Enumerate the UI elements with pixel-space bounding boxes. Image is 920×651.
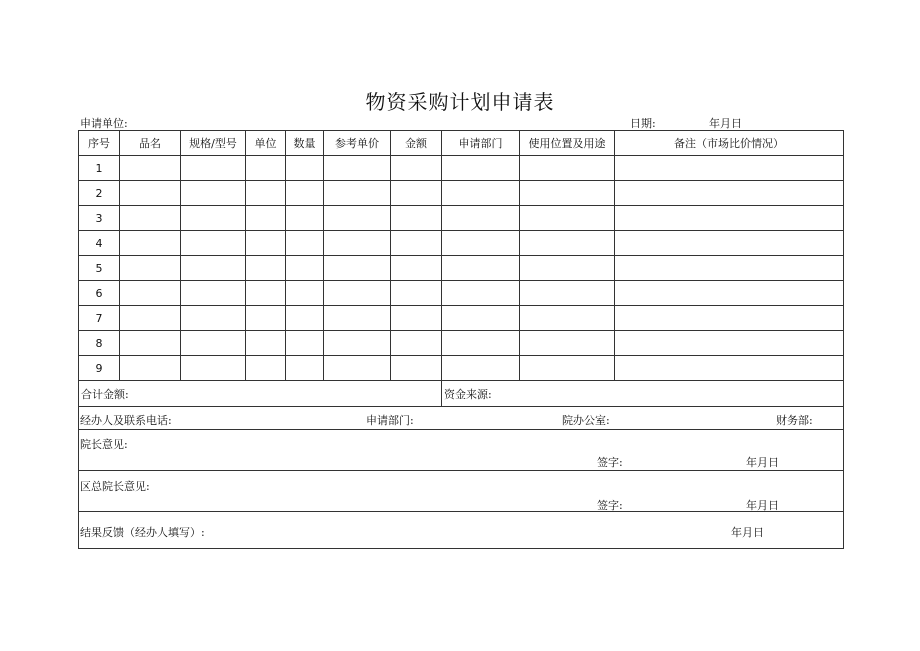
table-row [79, 156, 844, 181]
cell-spec[interactable] [181, 306, 246, 331]
cell-item-name[interactable] [120, 206, 181, 231]
district-dean-opinion-cell[interactable] [79, 471, 844, 512]
cell-dept[interactable] [442, 256, 520, 281]
col-header-item-name: 品名 [120, 131, 181, 156]
cell-dept[interactable] [442, 306, 520, 331]
cell-amount[interactable] [391, 306, 442, 331]
cell-spec[interactable] [181, 181, 246, 206]
col-header-spec: 规格/型号 [181, 131, 246, 156]
table-row [79, 256, 844, 281]
fund-source-label: 资金来源: [444, 387, 492, 401]
cell-ref-price[interactable] [324, 331, 391, 356]
cell-remarks[interactable] [615, 356, 844, 381]
table-row [79, 231, 844, 256]
cell-dept[interactable] [442, 156, 520, 181]
total-amount-label: 合计金额: [81, 387, 129, 401]
cell-remarks[interactable] [615, 331, 844, 356]
cell-item-name[interactable] [120, 306, 181, 331]
cell-item-name[interactable] [120, 156, 181, 181]
cell-item-name[interactable] [120, 231, 181, 256]
cell-usage[interactable] [520, 206, 615, 231]
col-header-quantity: 数量 [286, 131, 324, 156]
cell-item-name[interactable] [120, 356, 181, 381]
cell-amount[interactable] [391, 156, 442, 181]
cell-ref-price[interactable] [324, 306, 391, 331]
cell-remarks[interactable] [615, 206, 844, 231]
cell-spec[interactable] [181, 281, 246, 306]
row-number: 4 [79, 231, 120, 256]
cell-usage[interactable] [520, 156, 615, 181]
row-number: 5 [79, 256, 120, 281]
date-ymd: 年月日 [709, 117, 742, 130]
cell-usage[interactable] [520, 281, 615, 306]
cell-spec[interactable] [181, 156, 246, 181]
cell-remarks[interactable] [615, 156, 844, 181]
total-amount-cell[interactable] [79, 381, 442, 407]
cell-usage[interactable] [520, 231, 615, 256]
cell-usage[interactable] [520, 331, 615, 356]
approvers-row [79, 407, 844, 430]
cell-unit[interactable] [246, 156, 286, 181]
table-row [79, 206, 844, 231]
cell-quantity[interactable] [286, 231, 324, 256]
cell-spec[interactable] [181, 231, 246, 256]
row-number: 9 [79, 356, 120, 381]
cell-quantity[interactable] [286, 156, 324, 181]
row-number: 7 [79, 306, 120, 331]
applicant-unit-label: 申请单位: [80, 117, 128, 130]
cell-dept[interactable] [442, 181, 520, 206]
cell-usage[interactable] [520, 306, 615, 331]
col-header-remarks: 备注（市场比价情况） [615, 131, 844, 156]
cell-ref-price[interactable] [324, 256, 391, 281]
cell-spec[interactable] [181, 256, 246, 281]
dean-opinion-cell[interactable] [79, 430, 844, 471]
dean-sign-date: 年月日 [746, 456, 779, 469]
cell-amount[interactable] [391, 281, 442, 306]
form-title: 物资采购计划申请表 [365, 90, 555, 114]
cell-spec[interactable] [181, 206, 246, 231]
cell-item-name[interactable] [120, 331, 181, 356]
district-dean-opinion-label: 区总院长意见: [80, 480, 150, 493]
col-header-amount: 金额 [391, 131, 442, 156]
district-dean-sign-label: 签字: [597, 499, 623, 512]
row-number: 8 [79, 331, 120, 356]
cell-unit[interactable] [246, 231, 286, 256]
cell-unit[interactable] [246, 281, 286, 306]
approvers-cell[interactable] [79, 407, 844, 430]
cell-usage[interactable] [520, 356, 615, 381]
cell-ref-price[interactable] [324, 356, 391, 381]
cell-unit[interactable] [246, 206, 286, 231]
cell-spec[interactable] [181, 356, 246, 381]
cell-amount[interactable] [391, 206, 442, 231]
cell-quantity[interactable] [286, 356, 324, 381]
row-number: 6 [79, 281, 120, 306]
cell-dept[interactable] [442, 331, 520, 356]
cell-ref-price[interactable] [324, 281, 391, 306]
cell-dept[interactable] [442, 281, 520, 306]
cell-remarks[interactable] [615, 281, 844, 306]
feedback-date: 年月日 [731, 526, 764, 539]
cell-unit[interactable] [246, 356, 286, 381]
cell-quantity[interactable] [286, 206, 324, 231]
handler-label: 经办人及联系电话: [80, 414, 172, 427]
cell-spec[interactable] [181, 331, 246, 356]
feedback-row [79, 512, 844, 549]
district-dean-sign-date: 年月日 [746, 499, 779, 512]
row-number: 2 [79, 181, 120, 206]
table-row [79, 356, 844, 381]
cell-item-name[interactable] [120, 256, 181, 281]
cell-usage[interactable] [520, 181, 615, 206]
cell-amount[interactable] [391, 181, 442, 206]
cell-unit[interactable] [246, 306, 286, 331]
cell-amount[interactable] [391, 331, 442, 356]
col-header-usage: 使用位置及用途 [520, 131, 615, 156]
cell-item-name[interactable] [120, 281, 181, 306]
cell-remarks[interactable] [615, 181, 844, 206]
header-row [79, 131, 844, 156]
date-label: 日期: [630, 117, 656, 130]
fund-source-cell[interactable] [442, 381, 844, 407]
cell-quantity[interactable] [286, 256, 324, 281]
cell-unit[interactable] [246, 181, 286, 206]
cell-amount[interactable] [391, 256, 442, 281]
dean-opinion-label: 院长意见: [80, 438, 128, 451]
col-header-unit: 单位 [246, 131, 286, 156]
office-label: 院办公室: [562, 414, 610, 427]
feedback-label: 结果反馈（经办人填写）: [80, 526, 205, 539]
purchase-plan-table [78, 130, 844, 549]
cell-unit[interactable] [246, 256, 286, 281]
cell-unit[interactable] [246, 331, 286, 356]
cell-remarks[interactable] [615, 306, 844, 331]
cell-quantity[interactable] [286, 331, 324, 356]
cell-quantity[interactable] [286, 181, 324, 206]
row-number: 1 [79, 156, 120, 181]
cell-quantity[interactable] [286, 281, 324, 306]
finance-label: 财务部: [776, 414, 813, 427]
cell-ref-price[interactable] [324, 156, 391, 181]
cell-quantity[interactable] [286, 306, 324, 331]
table-row [79, 281, 844, 306]
cell-dept[interactable] [442, 231, 520, 256]
table-row [79, 331, 844, 356]
cell-dept[interactable] [442, 206, 520, 231]
row-number: 3 [79, 206, 120, 231]
col-header-seq: 序号 [79, 131, 120, 156]
table-row [79, 181, 844, 206]
cell-item-name[interactable] [120, 181, 181, 206]
cell-ref-price[interactable] [324, 181, 391, 206]
district-dean-opinion-row [79, 471, 844, 512]
cell-remarks[interactable] [615, 256, 844, 281]
cell-remarks[interactable] [615, 231, 844, 256]
cell-ref-price[interactable] [324, 206, 391, 231]
cell-amount[interactable] [391, 356, 442, 381]
cell-amount[interactable] [391, 231, 442, 256]
cell-usage[interactable] [520, 256, 615, 281]
dept-label: 申请部门: [366, 414, 414, 427]
feedback-cell[interactable] [79, 512, 844, 549]
dean-opinion-row [79, 430, 844, 471]
col-header-ref-price: 参考单价 [324, 131, 391, 156]
total-row [79, 381, 844, 407]
dean-sign-label: 签字: [597, 456, 623, 469]
cell-ref-price[interactable] [324, 231, 391, 256]
col-header-dept: 申请部门 [442, 131, 520, 156]
table-row [79, 306, 844, 331]
cell-dept[interactable] [442, 356, 520, 381]
